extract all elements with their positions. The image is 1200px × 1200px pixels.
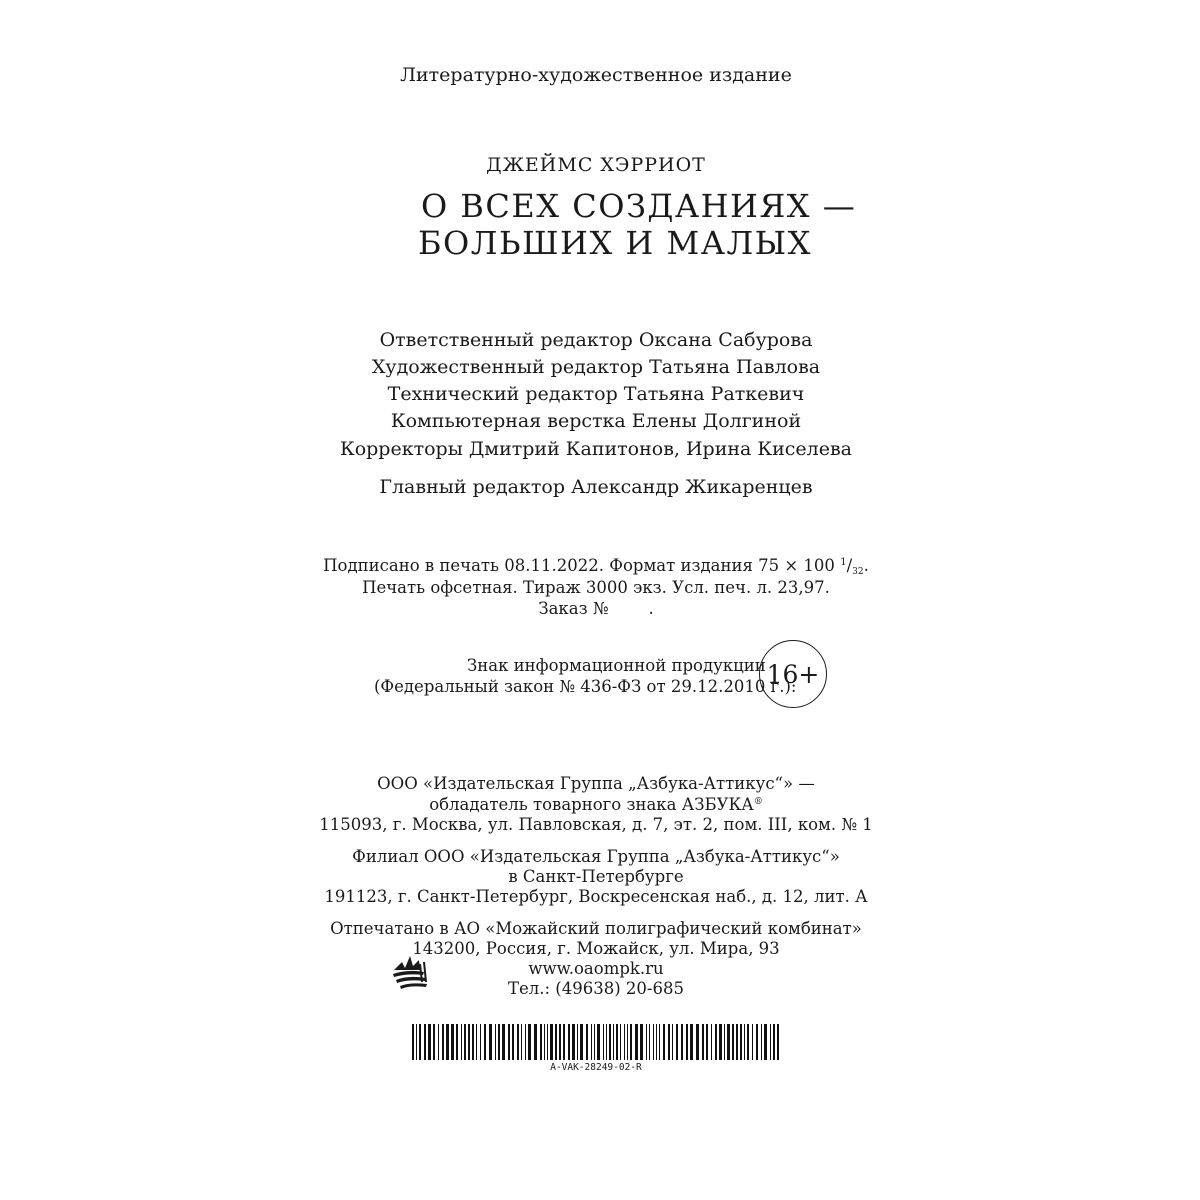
barcode-bar bbox=[442, 1024, 444, 1060]
credit-line: Художественный редактор Татьяна Павлова bbox=[371, 356, 821, 378]
publisher-trademark-line bbox=[0, 795, 1196, 814]
barcode-bar bbox=[770, 1024, 771, 1060]
publisher-trademark-text: обладатель товарного знака АЗБУКА bbox=[429, 795, 754, 814]
book-title-line-1: О ВСЕХ СОЗДАНИЯХ — bbox=[421, 187, 857, 225]
barcode-bar bbox=[480, 1024, 481, 1060]
barcode-bar bbox=[586, 1024, 588, 1060]
barcode-bar bbox=[706, 1024, 708, 1060]
printer-phone: Тел.: (49638) 20-685 bbox=[508, 979, 684, 998]
format-slash: / bbox=[846, 556, 853, 575]
barcode-bar bbox=[438, 1024, 439, 1060]
barcode-bar bbox=[540, 1024, 542, 1060]
barcode-bar bbox=[736, 1024, 738, 1060]
order-number-line bbox=[0, 599, 1196, 618]
barcode-bar bbox=[461, 1024, 462, 1060]
barcode-bar bbox=[672, 1024, 673, 1060]
print-format-line bbox=[0, 556, 1196, 577]
barcode-bar bbox=[419, 1024, 421, 1060]
barcode-bar bbox=[528, 1024, 531, 1060]
format-end: . bbox=[863, 556, 869, 575]
barcode-bar bbox=[747, 1024, 749, 1060]
printer-line: Отпечатано в АО «Можайский полиграфический комбинат» bbox=[330, 919, 862, 938]
author-name: ДЖЕЙМС ХЭРРИОТ bbox=[486, 154, 706, 176]
publisher-line: ООО «Издательская Группа „Азбука-Аттикус“» — bbox=[377, 774, 815, 793]
barcode-bar bbox=[591, 1024, 592, 1060]
barcode-bar bbox=[559, 1024, 561, 1060]
barcode-bar bbox=[756, 1024, 758, 1060]
barcode-bar bbox=[681, 1024, 683, 1060]
printer-logo-icon bbox=[390, 952, 430, 992]
branch-city: в Санкт-Петербурге bbox=[508, 867, 684, 886]
barcode-bar bbox=[512, 1024, 514, 1060]
print-run-line: Печать офсетная. Тираж 3000 экз. Усл. печ. л. 23,97. bbox=[362, 578, 830, 597]
barcode-bar bbox=[732, 1024, 734, 1060]
book-title-line-2: БОЛЬШИХ И МАЛЫХ bbox=[418, 224, 812, 262]
barcode-bar bbox=[502, 1024, 505, 1060]
barcode-bar bbox=[727, 1024, 730, 1060]
barcode-bar bbox=[696, 1024, 699, 1060]
barcode-bar bbox=[517, 1024, 519, 1060]
barcode-bar bbox=[702, 1024, 704, 1060]
barcode-bar bbox=[555, 1024, 557, 1060]
barcode-bar bbox=[630, 1024, 632, 1060]
barcode-bar bbox=[635, 1024, 638, 1060]
barcode-bar bbox=[686, 1024, 688, 1060]
barcode-bar bbox=[476, 1024, 477, 1060]
credit-line: Корректоры Дмитрий Капитонов, Ирина Киселева bbox=[340, 438, 852, 460]
barcode-bar bbox=[456, 1024, 458, 1060]
barcode-bar bbox=[472, 1024, 474, 1060]
branch-address: 191123, г. Санкт-Петербург, Воскресенская наб., д. 12, лит. А bbox=[324, 887, 868, 906]
barcode-bar bbox=[668, 1024, 670, 1060]
barcode-bar bbox=[446, 1024, 449, 1060]
barcode-bar bbox=[620, 1024, 621, 1060]
barcode-bar bbox=[547, 1024, 548, 1060]
barcode-bar bbox=[433, 1024, 435, 1060]
branch-line: Филиал ООО «Издательская Группа „Азбука-Аттикус“» bbox=[352, 847, 840, 866]
info-sign-label: Знак информационной продукции bbox=[467, 656, 766, 675]
age-rating-text: 16+ bbox=[766, 659, 820, 689]
printer-website: www.oaompk.ru bbox=[528, 959, 664, 978]
barcode-bar bbox=[777, 1024, 779, 1060]
barcode-bar bbox=[508, 1024, 510, 1060]
barcode-bar bbox=[428, 1024, 431, 1060]
barcode-bar bbox=[761, 1024, 762, 1060]
barcode-bar bbox=[550, 1024, 553, 1060]
age-rating-badge bbox=[759, 640, 827, 708]
barcode-bar bbox=[572, 1024, 575, 1060]
barcode-bar bbox=[577, 1024, 578, 1060]
barcode-bar bbox=[468, 1024, 470, 1060]
edition-type: Литературно-художественное издание bbox=[400, 64, 792, 86]
barcode-bar bbox=[412, 1024, 414, 1060]
credit-line: Ответственный редактор Оксана Сабурова bbox=[379, 329, 813, 351]
order-label: Заказ № bbox=[538, 599, 609, 618]
barcode-bar bbox=[744, 1024, 745, 1060]
barcode-bar bbox=[676, 1024, 678, 1060]
barcode-bar bbox=[451, 1024, 454, 1060]
barcode-bar bbox=[764, 1024, 767, 1060]
credit-line: Технический редактор Татьяна Раткевич bbox=[387, 383, 805, 405]
print-date-format: Подписано в печать 08.11.2022. Формат издания 75 × 100 bbox=[323, 556, 841, 575]
barcode-bar bbox=[640, 1024, 643, 1060]
barcode-bar bbox=[646, 1024, 647, 1060]
format-denominator: 32 bbox=[852, 567, 864, 577]
barcode-bar bbox=[606, 1024, 607, 1060]
barcode-bar bbox=[609, 1024, 611, 1060]
barcode-bar bbox=[568, 1024, 570, 1060]
barcode-bar bbox=[416, 1024, 417, 1060]
printer-address: 143200, Россия, г. Можайск, ул. Мира, 93 bbox=[412, 939, 780, 958]
barcode-bar bbox=[521, 1024, 522, 1060]
barcode-bar bbox=[464, 1024, 466, 1060]
barcode-bar bbox=[656, 1024, 657, 1060]
barcode-bar bbox=[659, 1024, 660, 1060]
credit-line: Компьютерная верстка Елены Долгиной bbox=[390, 410, 802, 432]
barcode-bar bbox=[649, 1024, 650, 1060]
barcode-bar bbox=[580, 1024, 583, 1060]
barcode-bar bbox=[498, 1024, 500, 1060]
barcode-bar bbox=[653, 1024, 654, 1060]
barcode-bar bbox=[711, 1024, 712, 1060]
barcode-bar bbox=[690, 1024, 693, 1060]
barcode-bar bbox=[594, 1024, 595, 1060]
barcode-bar bbox=[624, 1024, 625, 1060]
barcode-bar bbox=[484, 1024, 486, 1060]
barcode-bar bbox=[724, 1024, 725, 1060]
barcode-bar bbox=[740, 1024, 742, 1060]
barcode-bar bbox=[495, 1024, 496, 1060]
publisher-address: 115093, г. Москва, ул. Павловская, д. 7, эт. 2, пом. III, ком. № 1 bbox=[319, 815, 873, 834]
chief-editor: Главный редактор Александр Жикаренцев bbox=[379, 476, 813, 498]
barcode-bar bbox=[544, 1024, 545, 1060]
barcode-bar bbox=[752, 1024, 753, 1060]
info-sign-law: (Федеральный закон № 436-ФЗ от 29.12.2010 г.): bbox=[374, 677, 797, 696]
barcode-bar bbox=[534, 1024, 537, 1060]
barcode-bar bbox=[616, 1024, 618, 1060]
format-numerator: 1 bbox=[840, 557, 847, 568]
order-end: . bbox=[648, 599, 654, 618]
barcode-graphic bbox=[412, 1024, 782, 1060]
barcode-bar bbox=[563, 1024, 565, 1060]
registered-mark: ® bbox=[753, 797, 763, 807]
barcode-text: A-VAK-28249-02-R bbox=[550, 1062, 642, 1073]
barcode-bar bbox=[773, 1024, 775, 1060]
barcode-bar bbox=[715, 1024, 717, 1060]
barcode-bar bbox=[603, 1024, 604, 1060]
barcode-bar bbox=[613, 1024, 614, 1060]
barcode-bar bbox=[525, 1024, 526, 1060]
barcode-bar bbox=[627, 1024, 628, 1060]
barcode-bar bbox=[489, 1024, 492, 1060]
barcode-bar bbox=[719, 1024, 722, 1060]
barcode-bar bbox=[424, 1024, 426, 1060]
barcode-bar bbox=[597, 1024, 600, 1060]
barcode-bar bbox=[663, 1024, 665, 1060]
